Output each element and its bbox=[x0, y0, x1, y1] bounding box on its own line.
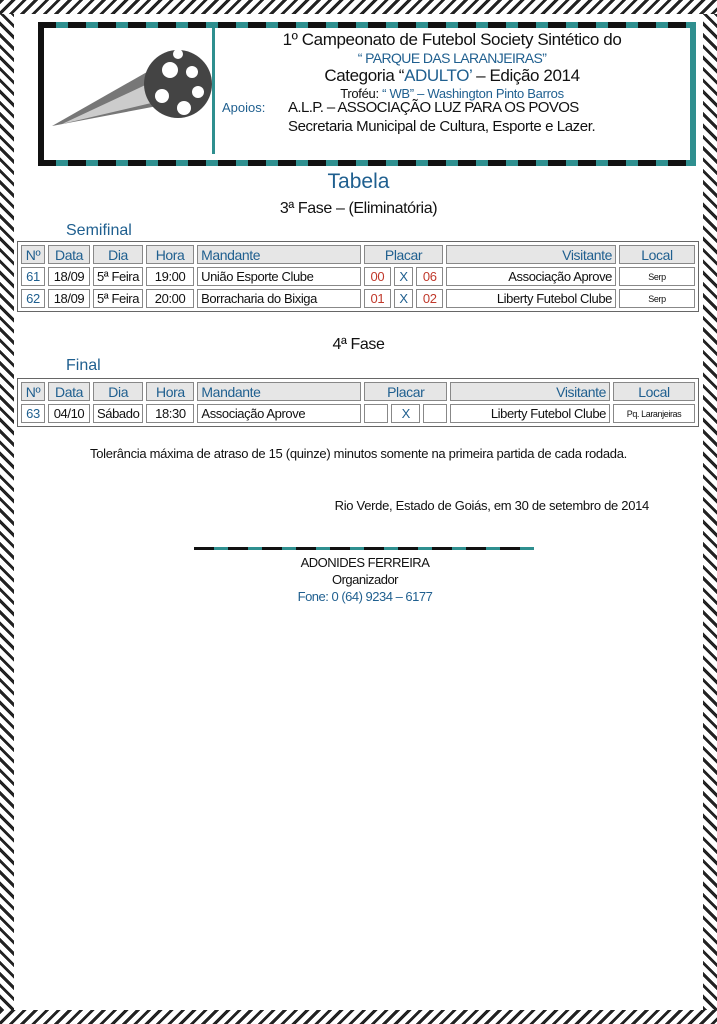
away-score: 06 bbox=[416, 267, 443, 286]
table-header-row bbox=[21, 245, 695, 264]
match-time: 20:00 bbox=[146, 289, 194, 308]
match-num: 63 bbox=[21, 404, 45, 423]
page-title: Tabela bbox=[327, 170, 390, 193]
home-score: 00 bbox=[364, 267, 391, 286]
match-date: 18/09 bbox=[48, 289, 90, 308]
soccer-ball-logo bbox=[44, 28, 215, 154]
final-table bbox=[17, 378, 699, 427]
match-away: Associação Aprove bbox=[446, 267, 616, 286]
signer-name: ADONIDES FERREIRA bbox=[300, 555, 430, 570]
col-home: Mandante bbox=[197, 382, 361, 401]
trophy-line: Troféu: “ WB” – Washington Pinto Barros bbox=[340, 86, 564, 101]
decorative-border-right bbox=[703, 14, 717, 1010]
match-num: 62 bbox=[21, 289, 45, 308]
col-date: Data bbox=[48, 245, 90, 264]
category-line: Categoria “ADULTO’ – Edição 2014 bbox=[324, 66, 580, 85]
match-time: 19:00 bbox=[146, 267, 194, 286]
match-date: 04/10 bbox=[48, 404, 90, 423]
table-row bbox=[21, 404, 695, 423]
match-date: 18/09 bbox=[48, 267, 90, 286]
sponsor-1: A.L.P. – ASSOCIAÇÃO LUZ PARA OS POVOS bbox=[288, 99, 579, 116]
place-date: Rio Verde, Estado de Goiás, em 30 de setembro de 2014 bbox=[334, 498, 649, 513]
col-time: Hora bbox=[146, 382, 194, 401]
col-away: Visitante bbox=[450, 382, 610, 401]
col-date: Data bbox=[48, 382, 90, 401]
match-venue: Pq. Laranjeiras bbox=[613, 404, 695, 423]
match-home: União Esporte Clube bbox=[197, 267, 361, 286]
venue-name: “ PARQUE DAS LARANJEIRAS” bbox=[357, 50, 547, 66]
semifinal-label: Semifinal bbox=[66, 222, 132, 239]
table-row bbox=[21, 289, 695, 308]
phase-3-title: 3ª Fase – (Eliminatória) bbox=[279, 200, 438, 217]
sponsor-2: Secretaria Municipal de Cultura, Esporte e Lazer. bbox=[288, 118, 596, 135]
score-separator: X bbox=[394, 289, 414, 308]
col-time: Hora bbox=[146, 245, 194, 264]
decorative-border-top bbox=[0, 0, 717, 14]
score-separator: X bbox=[391, 404, 420, 423]
match-away: Liberty Futebol Clube bbox=[450, 404, 610, 423]
semifinal-table bbox=[17, 241, 699, 312]
apoios-label: Apoios: bbox=[222, 100, 266, 115]
match-venue: Serp bbox=[619, 267, 695, 286]
col-venue: Local bbox=[613, 382, 695, 401]
table-header-row bbox=[21, 382, 695, 401]
col-day: Dia bbox=[93, 245, 143, 264]
header-text bbox=[220, 28, 684, 101]
away-score bbox=[423, 404, 447, 423]
match-day: 5ª Feira bbox=[93, 289, 143, 308]
col-away: Visitante bbox=[446, 245, 616, 264]
decorative-border-bottom bbox=[0, 1010, 717, 1024]
match-time: 18:30 bbox=[146, 404, 194, 423]
col-venue: Local bbox=[619, 245, 695, 264]
col-day: Dia bbox=[93, 382, 143, 401]
col-num: Nº bbox=[21, 245, 45, 264]
signature-line bbox=[194, 547, 534, 550]
away-score: 02 bbox=[416, 289, 443, 308]
match-home: Borracharia do Bixiga bbox=[197, 289, 361, 308]
tolerance-note: Tolerância máxima de atraso de 15 (quinze) minutos somente na primeira partida de cada rodada. bbox=[90, 446, 627, 461]
match-venue: Serp bbox=[619, 289, 695, 308]
championship-title: 1º Campeonato de Futebol Society Sintético do bbox=[282, 30, 622, 49]
col-home: Mandante bbox=[197, 245, 361, 264]
final-label: Final bbox=[66, 357, 101, 374]
match-day: Sábado bbox=[93, 404, 143, 423]
signer-role: Organizador bbox=[331, 572, 399, 587]
home-score bbox=[364, 404, 388, 423]
phase-4-title: 4ª Fase bbox=[332, 336, 385, 353]
match-num: 61 bbox=[21, 267, 45, 286]
score-separator: X bbox=[394, 267, 414, 286]
match-home: Associação Aprove bbox=[197, 404, 361, 423]
home-score: 01 bbox=[364, 289, 391, 308]
decorative-border-left bbox=[0, 14, 14, 1010]
col-score: Placar bbox=[364, 382, 447, 401]
signer-phone: Fone: 0 (64) 9234 – 6177 bbox=[297, 589, 433, 604]
match-day: 5ª Feira bbox=[93, 267, 143, 286]
col-num: Nº bbox=[21, 382, 45, 401]
col-score: Placar bbox=[364, 245, 443, 264]
match-away: Liberty Futebol Clube bbox=[446, 289, 616, 308]
table-row bbox=[21, 267, 695, 286]
